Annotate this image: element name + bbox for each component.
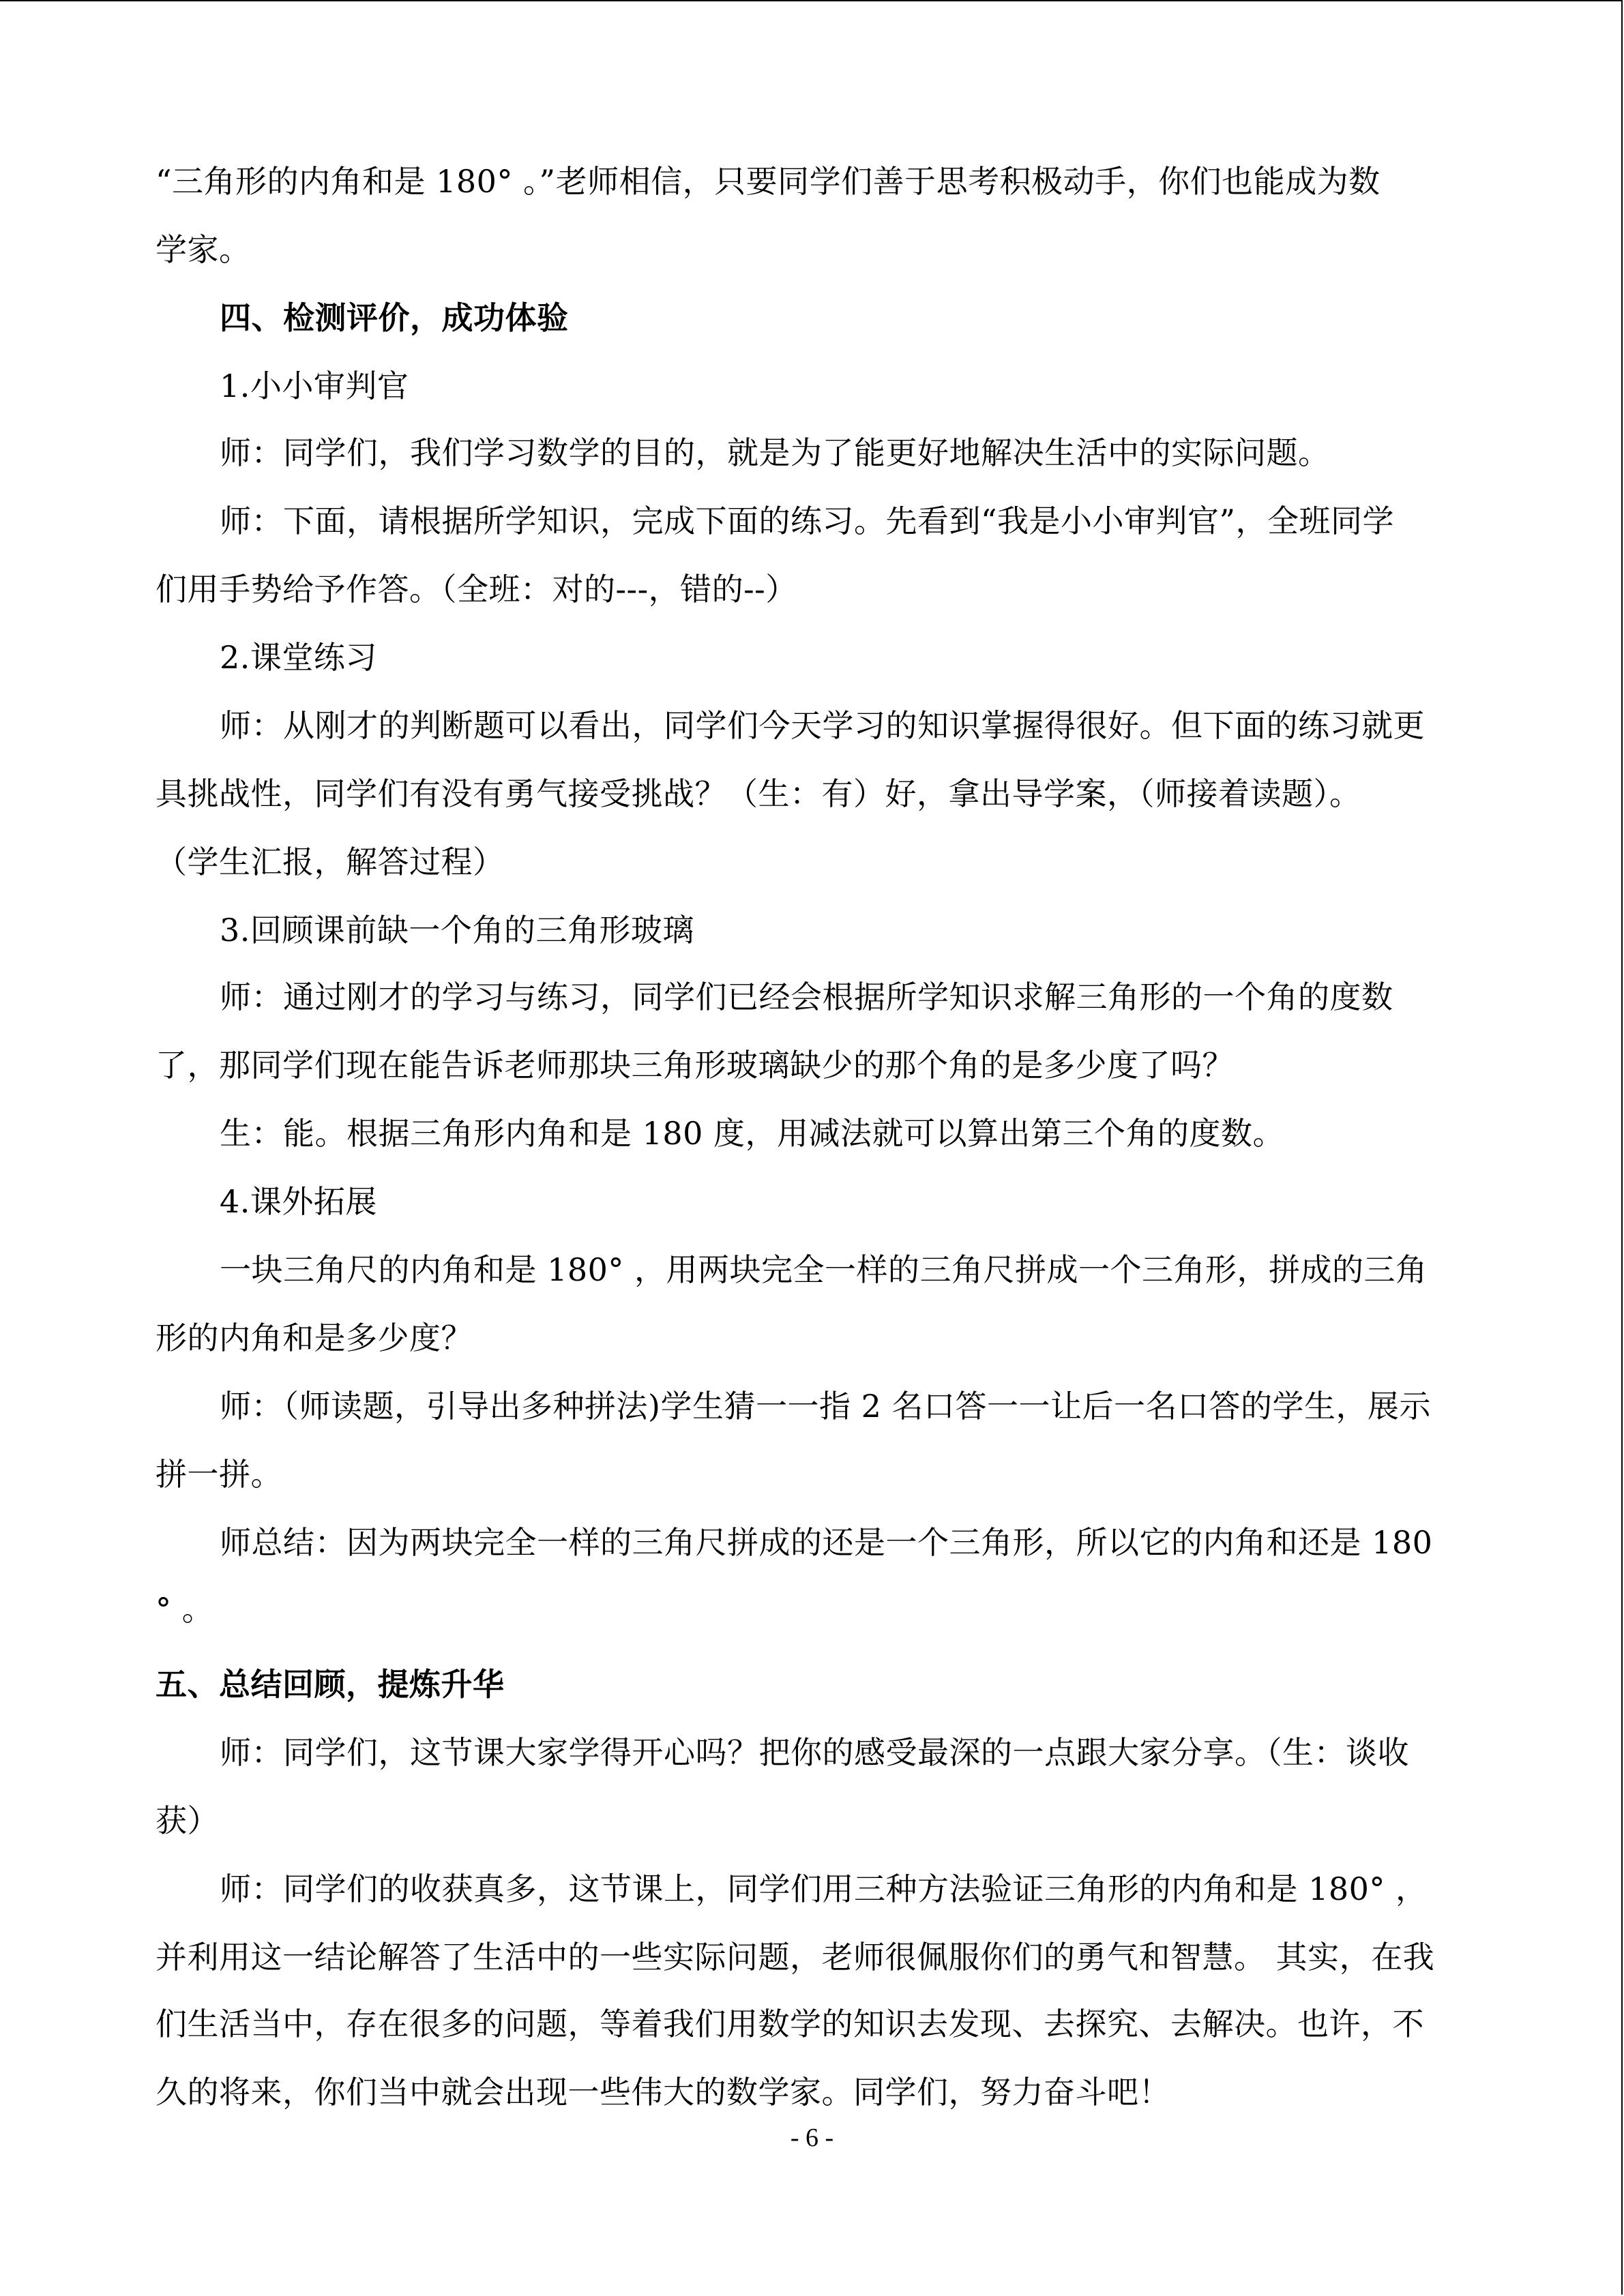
paragraph-line: 生：能。根据三角形内角和是 180 度，用减法就可以算出第三个角的度数。	[220, 1115, 1285, 1152]
paragraph-line: 久的将来，你们当中就会出现一些伟大的数学家。同学们，努力奋斗吧！	[156, 2074, 1170, 2111]
paragraph-line: 师：下面，请根据所学知识，完成下面的练习。先看到“我是小小审判官”，全班同学	[220, 503, 1395, 539]
paragraph-line: 师：通过刚才的学习与练习，同学们已经会根据所学知识求解三角形的一个角的度数	[220, 979, 1393, 1015]
page-number: - 6 -	[790, 2123, 834, 2152]
paragraph-line: 师：同学们的收获真多，这节课上，同学们用三种方法验证三角形的内角和是 180° ，	[220, 1870, 1428, 1907]
paragraph-line: 获）	[156, 1802, 219, 1839]
paragraph-line: 师总结：因为两块完全一样的三角尺拼成的还是一个三角形，所以它的内角和还是 180	[220, 1524, 1433, 1561]
paragraph-line: 形的内角和是多少度？	[156, 1320, 473, 1356]
section-heading: 五、总结回顾，提炼升华	[156, 1666, 505, 1703]
paragraph-line: （学生汇报，解答过程）	[156, 844, 505, 880]
paragraph-line: 师：（师读题，引导出多种拼法)学生猜一一指 2 名口答一一让后一名口答的学生，展示	[220, 1388, 1431, 1425]
subsection-heading: 4.课外拓展	[220, 1183, 377, 1220]
paragraph-line: 学家。	[156, 231, 251, 268]
paragraph-line: 了，那同学们现在能告诉老师那块三角形玻璃缺少的那个角的是多少度了吗？	[156, 1047, 1234, 1084]
paragraph-line: 师：同学们，这节课大家学得开心吗？把你的感受最深的一点跟大家分享。（生：谈收	[220, 1734, 1409, 1771]
paragraph-line: 们用手势给予作答。（全班：对的---，错的--）	[156, 571, 797, 608]
subsection-heading: 1.小小审判官	[220, 368, 409, 404]
paragraph-line: 师：同学们，我们学习数学的目的，就是为了能更好地解决生活中的实际问题。	[220, 434, 1330, 471]
subsection-heading: 2.课堂练习	[220, 639, 377, 676]
paragraph-line: “三角形的内角和是 180° 。”老师相信，只要同学们善于思考积极动手，你们也能成为数	[156, 163, 1381, 200]
subsection-heading: 3.回顾课前缺一个角的三角形玻璃	[220, 912, 694, 949]
paragraph-line: 并利用这一结论解答了生活中的一些实际问题，老师很佩服你们的勇气和智慧。 其实，在我	[156, 1939, 1435, 1976]
paragraph-line: 一块三角尺的内角和是 180° ，用两块完全一样的三角尺拼成一个三角形，拼成的三角	[220, 1251, 1428, 1288]
paragraph-line: 拼一拼。	[156, 1456, 282, 1493]
paragraph-line: ° 。	[156, 1591, 214, 1628]
paragraph-line: 们生活当中，存在很多的问题，等着我们用数学的知识去发现、去探究、去解决。也许，不	[156, 2006, 1424, 2042]
section-heading: 四、检测评价，成功体验	[220, 299, 569, 336]
paragraph-line: 具挑战性，同学们有没有勇气接受挑战？（生：有）好，拿出导学案，（师接着读题）。	[156, 775, 1361, 812]
paragraph-line: 师：从刚才的判断题可以看出，同学们今天学习的知识掌握得很好。但下面的练习就更	[220, 707, 1425, 744]
